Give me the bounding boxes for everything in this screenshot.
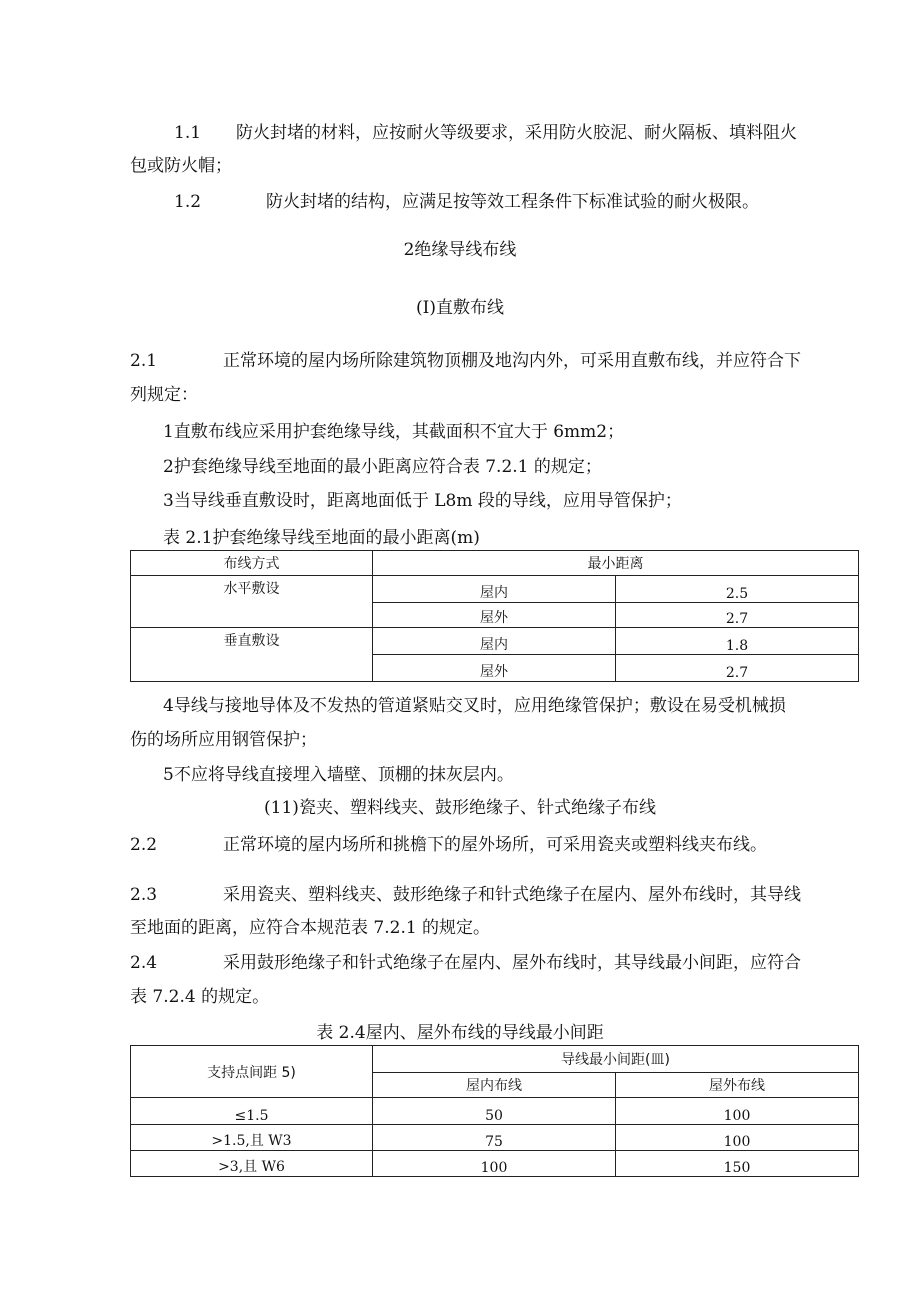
subsection-heading-2: (11)瓷夹、塑料线夹、鼓形绝缘子、针式绝缘子布线 bbox=[264, 798, 656, 818]
clause-number: 2.1 bbox=[130, 351, 158, 371]
min-distance-table bbox=[130, 550, 859, 682]
outdoor-cell: 150 bbox=[616, 1151, 859, 1177]
clause-number: 2.4 bbox=[130, 953, 158, 973]
distance-cell: 2.7 bbox=[616, 655, 859, 682]
header-outdoor: 屋外布线 bbox=[616, 1073, 859, 1098]
table-row bbox=[131, 576, 859, 603]
table-header-row bbox=[131, 551, 859, 576]
clause-text: 采用鼓形绝缘子和针式绝缘子在屋内、屋外布线时，其导线最小间距，应符合 bbox=[223, 953, 801, 973]
header-min-spacing: 导线最小间距(皿) bbox=[373, 1046, 859, 1073]
place-cell: 屋内 bbox=[373, 628, 616, 655]
clause-text: 防火封堵的结构，应满足按等效工程条件下标准试验的耐火极限。 bbox=[266, 192, 759, 212]
clause-1-1-continued: 包或防火帽； bbox=[130, 156, 232, 176]
table-row bbox=[131, 628, 859, 655]
method-cell: 水平敷设 bbox=[131, 576, 373, 628]
wire-spacing-table bbox=[130, 1045, 859, 1177]
subsection-heading: (I)直敷布线 bbox=[416, 298, 504, 318]
place-cell: 屋外 bbox=[373, 655, 616, 682]
clause-number: 1.2 bbox=[174, 192, 202, 212]
clause-text: 防火封堵的材料，应按耐火等级要求，采用防火胶泥、耐火隔板、填料阻火 bbox=[236, 123, 797, 143]
header-distance: 最小距离 bbox=[373, 551, 859, 576]
indoor-cell: 100 bbox=[373, 1151, 616, 1177]
table-row bbox=[131, 1151, 859, 1177]
clause-text: 采用瓷夹、塑料线夹、鼓形绝缘子和针式绝缘子在屋内、屋外布线时，其导线 bbox=[223, 885, 801, 905]
rule-4-continued: 伤的场所应用钢管保护； bbox=[130, 730, 317, 750]
place-cell: 屋内 bbox=[373, 576, 616, 603]
table-row bbox=[131, 1125, 859, 1151]
clause-text: 正常环境的屋内场所除建筑物顶棚及地沟内外，可采用直敷布线，并应符合下 bbox=[223, 351, 801, 371]
table-2-caption: 表 2.4屋内、屋外布线的导线最小间距 bbox=[316, 1023, 604, 1043]
distance-cell: 2.5 bbox=[616, 576, 859, 603]
header-method: 布线方式 bbox=[131, 551, 373, 576]
clause-2-1-continued: 列规定： bbox=[130, 385, 198, 405]
section-heading: 2绝缘导线布线 bbox=[403, 240, 517, 260]
distance-cell: 1.8 bbox=[616, 628, 859, 655]
header-support-span: 支持点间距 5) bbox=[131, 1046, 373, 1098]
span-cell: >1.5,且 W3 bbox=[131, 1125, 373, 1151]
rule-2: 2护套绝缘导线至地面的最小距离应符合表 7.2.1 的规定； bbox=[163, 457, 602, 477]
outdoor-cell: 100 bbox=[616, 1098, 859, 1125]
rule-3: 3当导线垂直敷设时，距离地面低于 L8m 段的导线，应用导管保护； bbox=[163, 491, 682, 511]
place-cell: 屋外 bbox=[373, 603, 616, 628]
indoor-cell: 75 bbox=[373, 1125, 616, 1151]
clause-number: 2.3 bbox=[130, 885, 158, 905]
outdoor-cell: 100 bbox=[616, 1125, 859, 1151]
clause-number: 2.2 bbox=[130, 835, 158, 855]
span-cell: ≤1.5 bbox=[131, 1098, 373, 1125]
clause-number: 1.1 bbox=[174, 123, 202, 143]
span-cell: >3,且 W6 bbox=[131, 1151, 373, 1177]
clause-text: 正常环境的屋内场所和挑檐下的屋外场所，可采用瓷夹或塑料线夹布线。 bbox=[223, 835, 767, 855]
indoor-cell: 50 bbox=[373, 1098, 616, 1125]
table-header-row bbox=[131, 1046, 859, 1073]
clause-2-3-continued: 至地面的距离，应符合本规范表 7.2.1 的规定。 bbox=[130, 918, 491, 938]
distance-cell: 2.7 bbox=[616, 603, 859, 628]
clause-2-4-continued: 表 7.2.4 的规定。 bbox=[130, 987, 270, 1007]
rule-5: 5不应将导线直接埋入墙壁、顶棚的抹灰层内。 bbox=[163, 765, 514, 785]
rule-4: 4导线与接地导体及不发热的管道紧贴交叉时，应用绝缘管保护；敷设在易受机械损 bbox=[163, 696, 786, 716]
rule-1: 1直敷布线应采用护套绝缘导线，其截面积不宜大于 6mm2； bbox=[163, 422, 625, 442]
header-indoor: 屋内布线 bbox=[373, 1073, 616, 1098]
table-row bbox=[131, 1098, 859, 1125]
table-1-caption: 表 2.1护套绝缘导线至地面的最小距离(m) bbox=[163, 528, 480, 548]
method-cell: 垂直敷设 bbox=[131, 628, 373, 682]
